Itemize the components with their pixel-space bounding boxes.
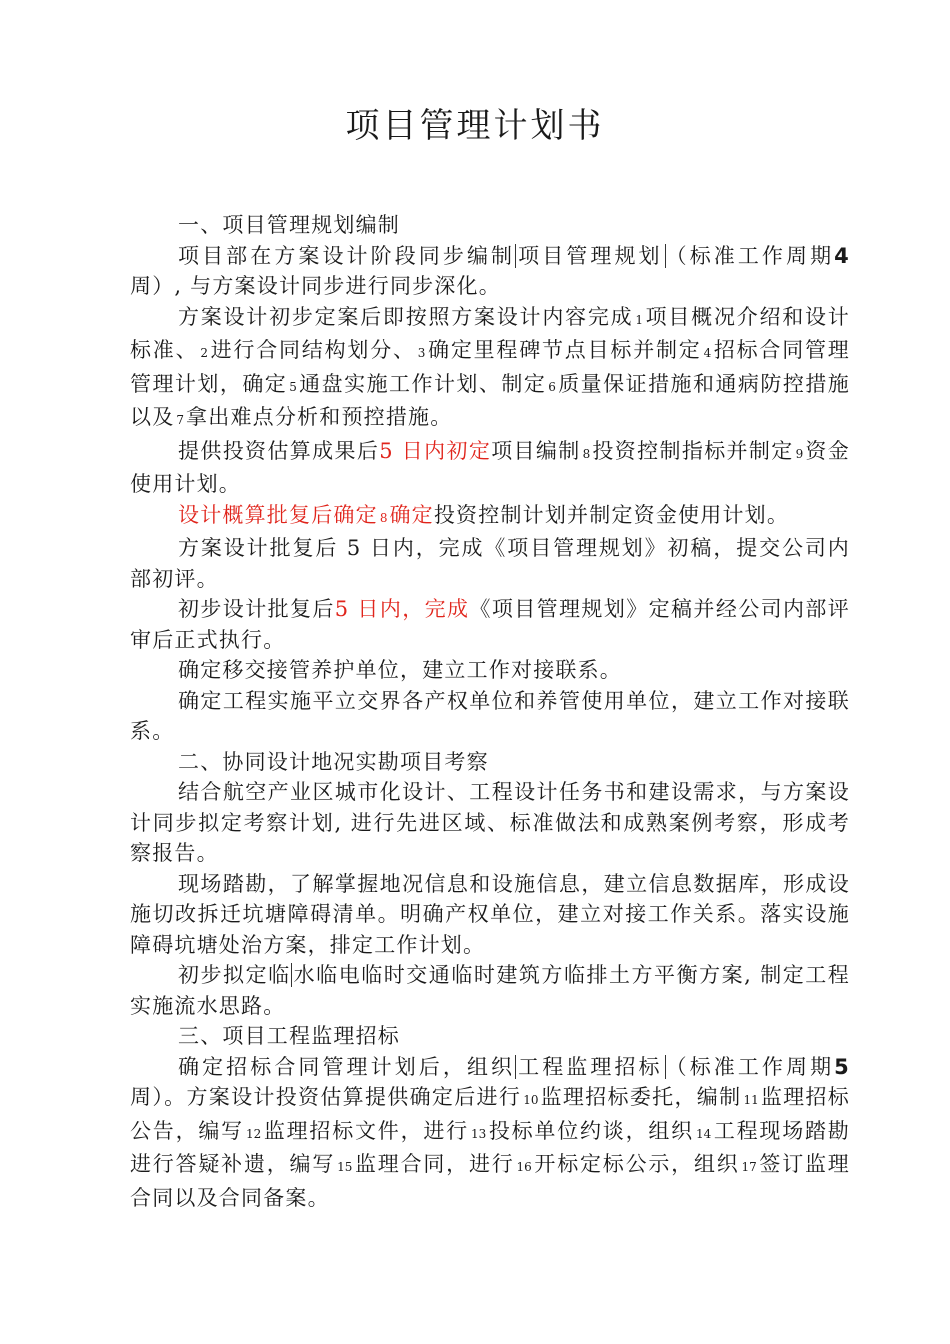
text: 水临电临时交通临时建筑方临排土方平衡方案, 制定工程实施流水思路。 (130, 963, 850, 1018)
item-number: 3 (417, 346, 426, 360)
section-3-paragraph-1 (130, 1052, 850, 1214)
text: 监理招标委托，编制 (540, 1085, 742, 1109)
section-1-paragraph-7: 确定移交接管养护单位，建立工作对接联系。 (178, 658, 622, 682)
text: 确定招标合同管理计划后，组织 (178, 1054, 516, 1079)
section-2-paragraph-3 (130, 960, 850, 1021)
text: 开标定标公示，组织 (533, 1152, 740, 1176)
section-1-paragraph-1 (130, 241, 850, 302)
section-1-paragraph-2 (130, 302, 850, 436)
item-number: 15 (337, 1160, 353, 1174)
text: （标准工作周期 (665, 1054, 835, 1079)
text: 《项目管理规划》定稿并经公司内部评审后正式执行。 (130, 597, 851, 652)
cycle-number: 4 (834, 243, 850, 268)
boxed-term: 工程监理招标 (515, 1055, 665, 1079)
text: 周）。方案设计投资估算提供确定后进行 (130, 1085, 522, 1109)
item-number: 8 (379, 510, 388, 525)
item-number: 4 (703, 346, 712, 360)
item-number: 7 (176, 413, 185, 427)
text: 质量保证措施和通病防控措施以及 (130, 371, 850, 429)
text: 投资控制指标并制定 (592, 438, 794, 463)
item-number: 13 (470, 1126, 487, 1141)
cycle-number: 5 (834, 1054, 850, 1079)
section-2-paragraph-2: 现场踏勘，了解掌握地况信息和设施信息，建立信息数据库，形成设施切改拆迁坑塘障碍清单。明确产权单位，建立对接工作关系。落实设施障碍坑塘处治方案，排定工作计划。 (130, 871, 850, 957)
section-2-heading: 二、协同设计地况实勘项目考察 (178, 749, 489, 774)
text: 项目编制 (491, 438, 581, 463)
text: 周）, 与方案设计同步进行同步深化。 (130, 274, 501, 298)
text: 资金使用计划。 (130, 438, 850, 496)
text: 初步拟定临 (178, 963, 291, 987)
document-body (130, 210, 850, 1213)
text: 投标单位约谈，组织 (488, 1118, 694, 1143)
section-2-paragraph-1: 结合航空产业区城市化设计、工程设计任务书和建设需求，与方案设计同步拟定考察计划, 进行先进区域、标准做法和成熟案例考察，形成考察报告。 (130, 780, 850, 865)
text: 确定里程碑节点目标并制定 (427, 338, 702, 362)
text: 签订监理合同以及合同备案。 (130, 1152, 850, 1210)
item-number: 8 (582, 446, 591, 461)
text: 监理招标公告，编写 (130, 1085, 850, 1143)
section-3-heading: 三、项目工程监理招标 (178, 1024, 400, 1048)
item-number: 14 (695, 1126, 712, 1141)
item-number: 10 (523, 1093, 539, 1107)
text: 监理合同，进行 (354, 1152, 515, 1176)
item-number: 11 (743, 1093, 759, 1107)
section-1-heading: 一、项目管理规划编制 (178, 213, 400, 237)
document-title: 项目管理计划书 (345, 106, 605, 146)
section-1-paragraph-8: 确定工程实施平立交界各产权单位和养管使用单位，建立工作对接联系。 (130, 688, 850, 743)
text: 投资控制计划并制定资金使用计划。 (433, 502, 790, 527)
item-number: 6 (548, 379, 556, 394)
section-1-paragraph-5: 方案设计批复后 5 日内，完成《项目管理规划》初稿，提交公司内部初评。 (130, 536, 850, 591)
text: 监理招标文件，进行 (263, 1118, 469, 1143)
text: （标准工作周期 (665, 243, 835, 268)
text: 通盘实施工作计划、制定 (298, 371, 547, 396)
highlighted-text: 5 日内，完成 (334, 597, 470, 621)
item-number: 12 (245, 1126, 262, 1141)
text: 项目概况介绍和设计标准、 (130, 304, 850, 362)
text: 项目部在方案设计阶段同步编制 (178, 243, 516, 268)
item-number: 1 (635, 312, 644, 327)
item-number: 5 (289, 379, 297, 394)
text: 初步设计批复后 (178, 597, 335, 621)
highlighted-text: 确定 (389, 502, 434, 527)
item-number: 17 (741, 1160, 757, 1174)
item-number: 16 (516, 1160, 532, 1174)
item-number: 9 (795, 446, 804, 461)
text: 进行合同结构划分、 (210, 338, 416, 362)
section-1-paragraph-6 (130, 594, 850, 655)
text: 提供投资估算成果后 (178, 438, 380, 463)
highlighted-text: 5 日内初定 (379, 438, 492, 463)
text: 方案设计初步定案后即按照方案设计内容完成 (178, 304, 634, 329)
boxed-term: 项目管理规划 (515, 244, 665, 268)
section-1-paragraph-4 (130, 500, 850, 534)
text: 拿出难点分析和预控措施。 (186, 405, 453, 429)
item-number: 2 (200, 346, 209, 360)
section-1-paragraph-3 (130, 436, 850, 500)
text: 招标合同管理管理计划，确定 (130, 338, 850, 396)
text: 工程现场踏勘进行答疑补遗，编写 (130, 1118, 850, 1176)
highlighted-text: 设计概算批复后确定 (178, 502, 378, 527)
